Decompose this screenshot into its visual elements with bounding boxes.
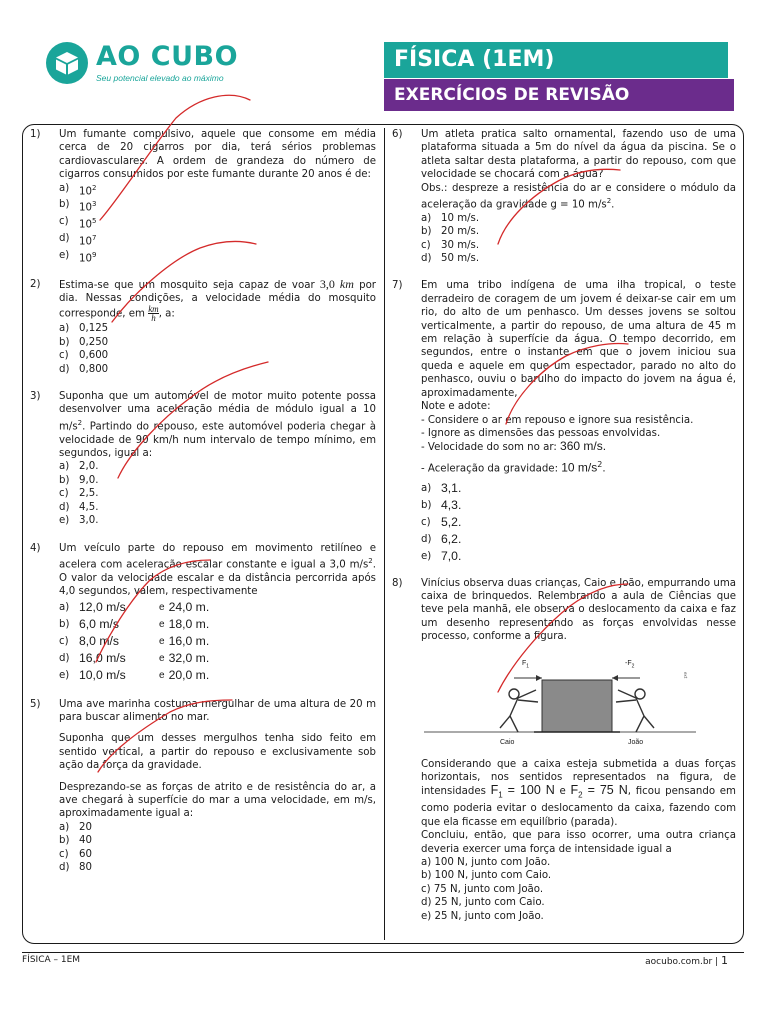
option-d: d) 4,5. [59, 501, 99, 513]
option-d: d) 25 N, junto com Caio. [421, 897, 545, 909]
option-a: a) 0,125 [59, 323, 109, 335]
question-paragraph: Concluiu, então, que para isso ocorrer, uma outra criança deveria exercer uma força de intensidade igual a [421, 830, 736, 855]
option-b: b) 40 [59, 835, 92, 847]
joao-figure [616, 689, 654, 732]
force-f2-label: $-F_2$ [625, 659, 635, 669]
footer-site: aocubo.com.br | 1 [645, 954, 728, 967]
option-a: a) 12,0 m/s e 24,0 m. [59, 599, 210, 614]
worksheet-title: EXERCÍCIOS DE REVISÃO [384, 79, 734, 111]
cube-logo-icon [46, 42, 88, 84]
note-line: - Considere o ar em repouso e ignore sua resistência. [421, 414, 694, 426]
option-c: c) 8,0 m/s e 16,0 m. [59, 633, 210, 648]
footer-subject: FÍSICA – 1EM [22, 955, 81, 965]
option-d: d) 6,2. [421, 531, 462, 546]
option-c: c) 5,2. [421, 514, 462, 529]
question-number: 3) [30, 391, 41, 403]
option-b: b) 100 N, junto com Caio. [421, 870, 552, 882]
brand-tagline: Seu potencial elevado ao máximo [96, 73, 224, 83]
note-heading: Note e adote: [421, 401, 491, 413]
option-d: d) 80 [59, 861, 92, 873]
option-a: a) $10^2$ [59, 182, 97, 198]
question-number: 6) [392, 129, 403, 140]
option-e: e) 25 N, junto com João. [421, 910, 544, 922]
question-2 [30, 278, 376, 376]
option-d: d) 16,0 m/s e 32,0 m. [59, 650, 210, 665]
question-text: Um veículo parte do repouso em movimento retilíneo e acelera com aceleração escalar constante e igual a 3,0 $m/s^2$. O valor da velocidade escalar e da distância percorrida após 4,0 segundos, valem, respectivamente [59, 542, 376, 598]
option-e: e) $10^9$ [59, 249, 97, 265]
option-a: a) 100 N, junto com João. [421, 856, 551, 868]
question-note: Obs.: despreze a resistência do ar e considere o módulo da aceleração da gravidade g = 10 $m/s^2$. [421, 182, 736, 211]
question-paragraph: Desprezando-se as forças de atrito e de resistência do ar, a ave chegará à superfície do mar a uma velocidade, em m/s, aproximadamente igual a: [59, 781, 376, 820]
question-5 [30, 698, 376, 875]
option-d: d) $10^7$ [59, 233, 97, 248]
question-6 [392, 128, 736, 265]
note-line: - Aceleração da gravidade: 10 $m/s^2$. [421, 459, 606, 475]
option-c: c) 60 [59, 848, 92, 860]
question-3 [30, 390, 376, 527]
question-7 [392, 279, 736, 564]
option-a: a) 2,0. [59, 461, 99, 473]
left-column [30, 128, 376, 884]
option-b: b) 20 m/s. [421, 226, 480, 238]
question-paragraph: Considerando que a caixa esteja submetida a duas forças horizontais, nos sentidos representados na figura, de intensidades $F_1 = 100$ N e $F_2 = 75$ N, ficou pensando em como poderia evitar o deslocamento da caixa, fazendo com que ela ficasse em equilíbrio (parada). [421, 758, 736, 828]
option-d: d) 0,800 [59, 363, 109, 375]
option-b: b) $10^3$ [59, 199, 97, 214]
question-number: 7) [392, 280, 403, 292]
question-text: Vinícius observa duas crianças, Caio e João, empurrando uma caixa de brinquedos. Relembrando a aula de Ciências que teve pela manhã, ele observa o deslocamento da caixa e faz um desenho representando as forças envolvidas nesse processo, conforme a figura. [421, 577, 736, 643]
option-b: b) 9,0. [59, 474, 99, 486]
brand-name: AO CUBO [96, 41, 239, 72]
option-d: d) 50 m/s. [421, 253, 480, 265]
question-text: Uma ave marinha costuma mergulhar de uma altura de 20 m para buscar alimento no mar. [59, 698, 376, 723]
question-number: 2) [30, 278, 41, 290]
right-column [392, 128, 736, 923]
page-number: 1 [721, 954, 728, 967]
question-8 [392, 577, 736, 644]
question-text: Em uma tribo indígena de uma ilha tropical, o teste derradeiro de coragem de um jovem é deixar-se cair em um rio, do alto de um penhasco. Um desses jovens se soltou verticalmente, a partir do repouso, de uma altura de 45 m em relação à superfície da água. O tempo decorrido, em segundos, entre o instante em que o jovem iniciou sua queda e aquele em que um espectador, parado no alto do penhasco, ouviu o barulho do impacto do jovem na água é, aproximadamente, [421, 280, 736, 399]
option-b: b) 4,3. [421, 497, 462, 512]
option-a: a) 3,1. [421, 480, 462, 495]
option-a: a) 10 m/s. [421, 212, 480, 224]
note-line: - Ignore as dimensões das pessoas envolvidas. [421, 427, 661, 439]
column-divider [384, 128, 385, 940]
option-a: a) 20 [59, 821, 92, 833]
question-number: 4) [30, 542, 41, 554]
option-b: b) 6,0 m/s e 18,0 m. [59, 616, 210, 631]
note-line: - Velocidade do som no ar: 360 m/s. [421, 439, 607, 454]
question-paragraph: Suponha que um desses mergulhos tenha sido feito em sentido vertical, a partir do repouso e exclusivamente sob ação da força da gravidade. [59, 733, 376, 772]
option-c: c) 2,5. [59, 488, 99, 500]
forces-figure [414, 654, 704, 748]
page-footer [22, 952, 744, 967]
question-number: 5) [30, 698, 41, 710]
option-c: c) 0,600 [59, 350, 109, 362]
question-text: Um atleta pratica salto ornamental, fazendo uso de uma plataforma situada a 5m do nível da água da piscina. Se o atleta saltar desta plataforma, a partir do repouso, com que velocidade se chocará com a água? [421, 129, 736, 181]
question-text: Um fumante compulsivo, aquele que consome em média cerca de 20 cigarros por dia, terá sérios problemas cardiovasculares. A ordem de grandeza do número de cigarros consumidos por este fumante durante 20 anos é de: [59, 129, 376, 181]
figure-watermark: ext [683, 671, 688, 678]
question-number: 8) [392, 577, 403, 589]
question-text: Suponha que um automóvel de motor muito potente possa desenvolver uma aceleração média de módulo igual a 10 $m/s^2$. Partindo do repouso, este automóvel poderia chegar à velocidade de 90 km/h num intervalo de tempo mínimo, em segundos, igual a: [59, 391, 376, 460]
option-e: e) 3,0. [59, 515, 99, 527]
option-e: e) 7,0. [421, 548, 462, 563]
option-c: c) 30 m/s. [421, 239, 480, 251]
question-text: Estima-se que um mosquito seja capaz de voar 3,0 km por dia. Nessas condições, a velocidade média do mosquito corresponde, em $\frac{km}{h}$ , a: [59, 276, 376, 324]
question-4 [30, 542, 376, 684]
option-e: e) 10,0 m/s e 20,0 m. [59, 667, 210, 682]
option-b: b) 0,250 [59, 336, 109, 348]
subject-title: FÍSICA (1EM) [384, 42, 728, 78]
option-c: c) 75 N, junto com João. [421, 883, 544, 895]
option-c: c) $10^5$ [59, 216, 97, 231]
force-f1-label: $F_1$ [522, 659, 530, 669]
caio-label: Caio [500, 738, 515, 746]
joao-label: João [628, 738, 644, 746]
question-number: 1) [30, 129, 41, 140]
brand-logo [46, 42, 238, 84]
question-1 [30, 128, 376, 266]
caio-figure [500, 689, 538, 732]
